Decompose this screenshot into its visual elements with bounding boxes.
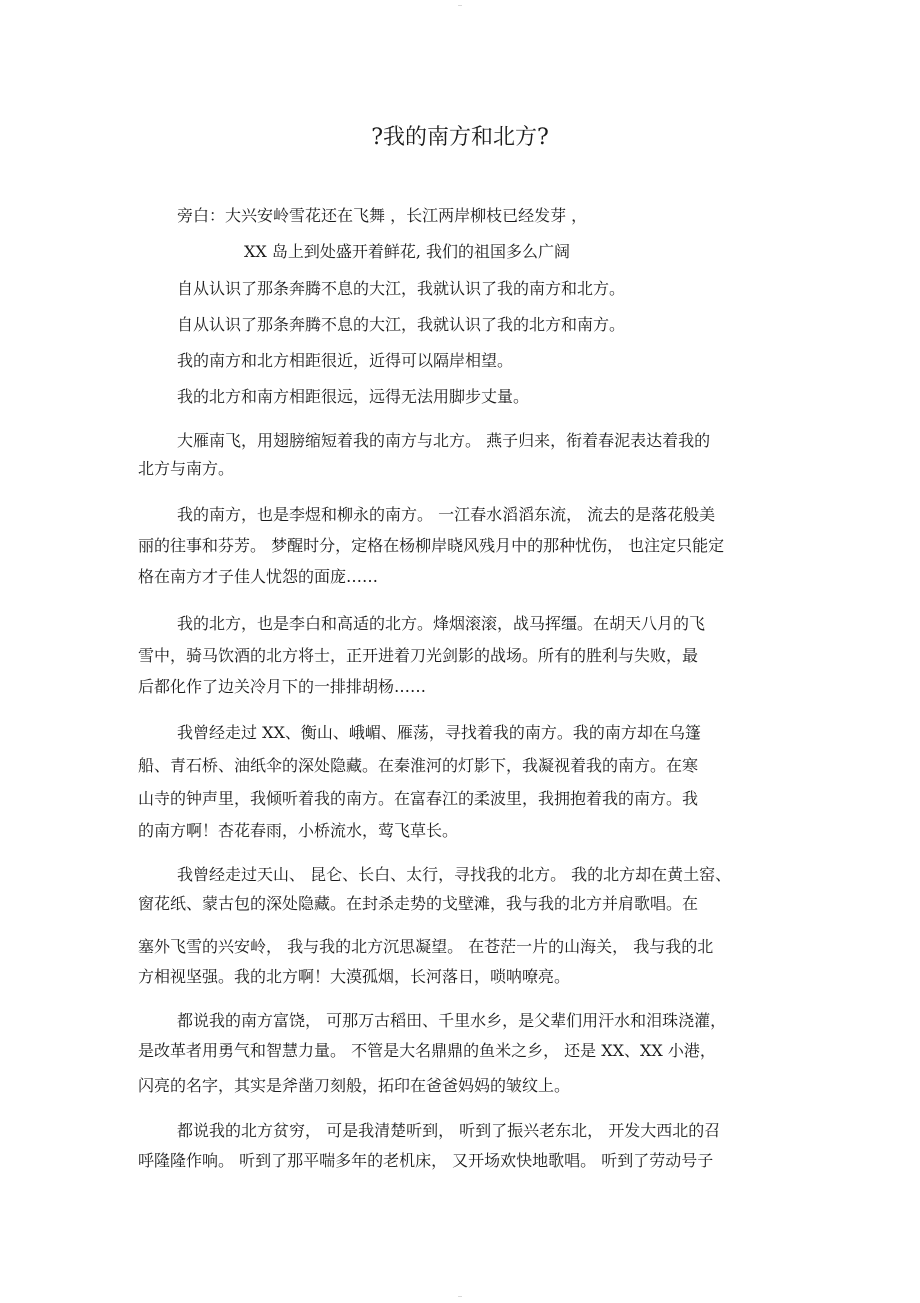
text-line: 塞外飞雪的兴安岭， 我与我的北方沉思凝望。 在苍茫一片的山海关， 我与我的北 [138,937,714,956]
page-title: ?我的南方和北方? [371,125,549,150]
text-line: 都说我的南方富饶， 可那万古稻田、千里水乡，是父辈们用汗水和泪珠浇灌， [177,1011,727,1030]
text-line: 大雁南飞，用翅膀缩短着我的南方与北方。 燕子归来，衔着春泥表达着我的 [177,431,711,450]
text-line: 窗花纸、蒙古包的深处隐藏。在封杀走势的戈壁滩，我与我的北方并肩歌唱。在 [138,894,699,913]
page-bottom-marker: -- [457,1293,463,1300]
text-line: 自从认识了那条奔腾不息的大江，我就认识了我的北方和南方。 [177,315,626,334]
text-line: 呼隆隆作响。 听到了那平喘多年的老机床， 又开场欢快地歌唱。 听到了劳动号子 [138,1151,714,1170]
text-line: 方相视坚强。我的北方啊！大漠孤烟，长河落日，唢呐嘹亮。 [138,967,571,986]
text-line: 我曾经走过 XX、衡山、峨嵋、雁荡，寻找着我的南方。我的南方却在乌篷 [177,723,701,742]
text-line: 我的南方，也是李煜和柳永的南方。 一江春水滔滔东流， 流去的是落花般美 [177,505,716,524]
text-line: 闪亮的名字，其实是斧凿刀刻般，拓印在爸爸妈妈的皱纹上。 [138,1076,571,1095]
text-line: 的南方啊！杏花春雨，小桥流水，莺飞草长。 [138,821,459,840]
text-line: 旁白：大兴安岭雪花还在飞舞 ，长江两岸柳枝已经发芽 ， [177,206,588,225]
text-line: 都说我的北方贫穷， 可是我清楚听到， 听到了振兴老东北， 开发大西北的召 [177,1121,721,1140]
text-line: 我的南方和北方相距很近，近得可以隔岸相望。 [177,351,514,370]
text-line: 格在南方才子佳人忧怨的面庞…… [138,567,379,586]
text-line: 雪中，骑马饮酒的北方将士，正开进着刀光剑影的战场。所有的胜利与失败，最 [138,646,699,665]
text-line: 我曾经走过天山、 昆仑、长白、太行，寻找我的北方。 我的北方却在黄土窑、 [177,865,732,884]
text-line: XX 岛上到处盛开着鲜花, 我们的祖国多么广阔 [244,242,571,261]
text-line: 是改革者用勇气和智慧力量。 不管是大名鼎鼎的鱼米之乡， 还是 XX、XX 小港， [138,1041,716,1060]
text-line: 自从认识了那条奔腾不息的大江，我就认识了我的南方和北方。 [177,279,626,298]
text-line: 丽的往事和芬芳。 梦醒时分，定格在杨柳岸晓风残月中的那种忧伤， 也注定只能定 [138,536,725,555]
text-line: 我的北方和南方相距很远，远得无法用脚步丈量。 [177,387,530,406]
text-line: 我的北方，也是李白和高适的北方。烽烟滚滚，战马挥缰。在胡天八月的飞 [177,614,706,633]
text-line: 山寺的钟声里，我倾听着我的南方。在富春江的柔波里，我拥抱着我的南方。我 [138,789,699,808]
text-line: 后都化作了边关冷月下的一排排胡杨…… [138,677,427,696]
text-line: 船、青石桥、油纸伞的深处隐藏。在秦淮河的灯影下，我凝视着我的南方。在寒 [138,756,699,775]
page-top-marker: -- [457,2,463,9]
text-line: 北方与南方。 [138,459,235,478]
